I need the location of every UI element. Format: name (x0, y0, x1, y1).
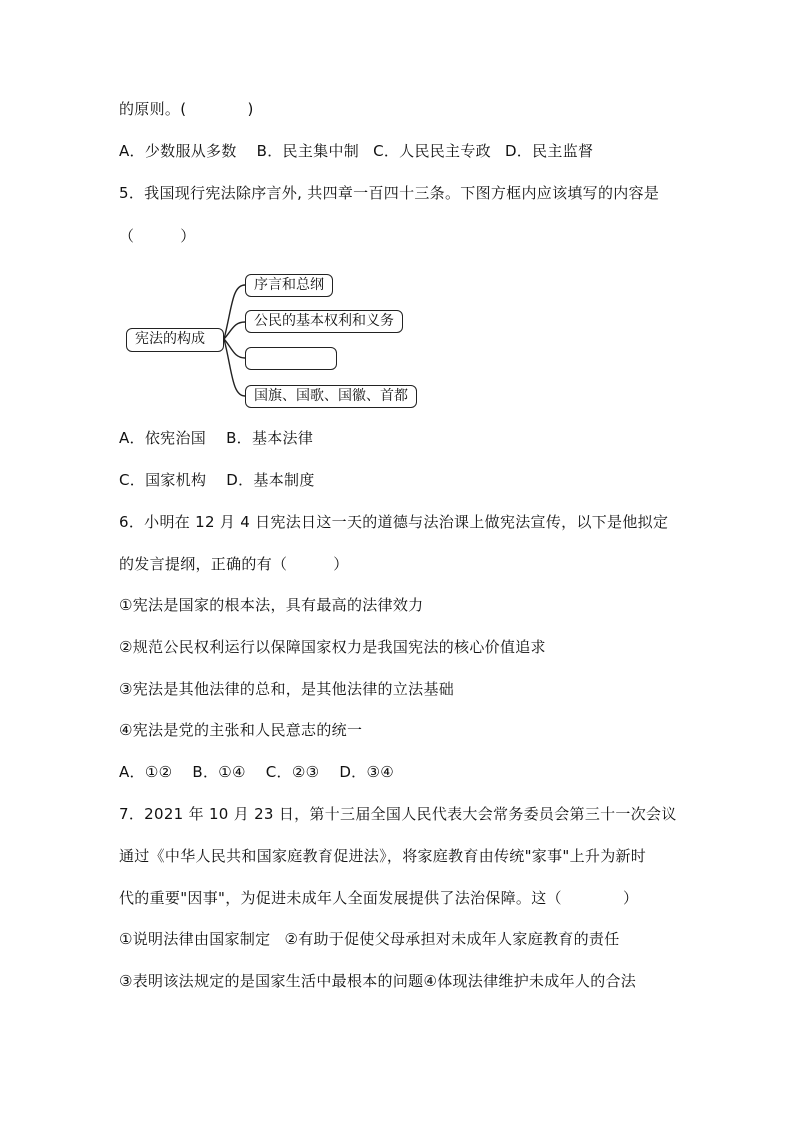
diagram-branch-symbols: 国旗、国歌、国徽、首都 (245, 385, 417, 408)
diagram-branch-rights: 公民的基本权利和义务 (245, 310, 403, 333)
connector-1 (224, 285, 245, 339)
q7-stem-3: 代的重要"因事"，为促进未成年人全面发展提供了法治保障。这（ ） (119, 889, 639, 907)
q7-stem-2: 通过《中华人民共和国家庭教育促进法》，将家庭教育由传统"家事"上升为新时 (119, 847, 647, 865)
constitution-structure-diagram (124, 268, 434, 413)
option-b: B．①④ (192, 763, 246, 781)
q6-item-1: ①宪法是国家的根本法，具有最高的法律效力 (119, 596, 424, 614)
option-d: D．民主监督 (504, 142, 594, 160)
option-a: A．依宪治国 (119, 429, 207, 447)
option-a: A．少数服从多数 (119, 142, 237, 160)
diagram-branch-preamble: 序言和总纲 (245, 274, 333, 297)
q7-items-3-4: ③表明该法规定的是国家生活中最根本的问题④体现法律维护未成年人的合法 (119, 972, 637, 990)
option-a: A．①② (119, 763, 173, 781)
option-b: B．民主集中制 (256, 142, 360, 160)
q6-item-2: ②规范公民权利运行以保障国家权力是我国宪法的核心价值追求 (119, 638, 546, 656)
q5-options-cd (119, 470, 315, 490)
q6-stem-2: 的发言提纲，正确的有（ ） (119, 555, 349, 573)
diagram-root-node: 宪法的构成 (126, 328, 224, 352)
q6-stem-1: 6．小明在 12 月 4 日宪法日这一天的道德与法治课上做宪法宣传，以下是他拟定 (119, 513, 669, 531)
option-c: C．国家机构 (119, 471, 207, 489)
q5-options-ab (119, 428, 313, 448)
option-c: C．人民民主专政 (373, 142, 491, 160)
diagram-branch-blank-box (245, 347, 337, 370)
q6-item-3: ③宪法是其他法律的总和，是其他法律的立法基础 (119, 680, 455, 698)
q5-answer-paren: （ ） (119, 227, 196, 245)
q5-stem: 5．我国现行宪法除序言外, 共四章一百四十三条。下图方框内应该填写的内容是 (119, 184, 660, 202)
q4-options (119, 141, 593, 161)
q7-item-2: ②有助于促使父母承担对未成年人家庭教育的责任 (284, 930, 620, 948)
option-d: D．③④ (339, 763, 394, 781)
option-d: D．基本制度 (226, 471, 315, 489)
connector-4 (224, 339, 245, 396)
q7-items-1-2 (119, 929, 620, 949)
option-c: C．②③ (265, 763, 320, 781)
q7-item-1: ①说明法律由国家制定 (119, 930, 271, 948)
q7-stem-1: 7．2021 年 10 月 23 日，第十三届全国人民代表大会常务委员会第三十一次会议 (119, 805, 677, 823)
line-principle: 的原则。( ) (119, 100, 254, 118)
option-b: B．基本法律 (226, 429, 314, 447)
q6-options (119, 762, 394, 782)
q6-item-4: ④宪法是党的主张和人民意志的统一 (119, 721, 363, 739)
